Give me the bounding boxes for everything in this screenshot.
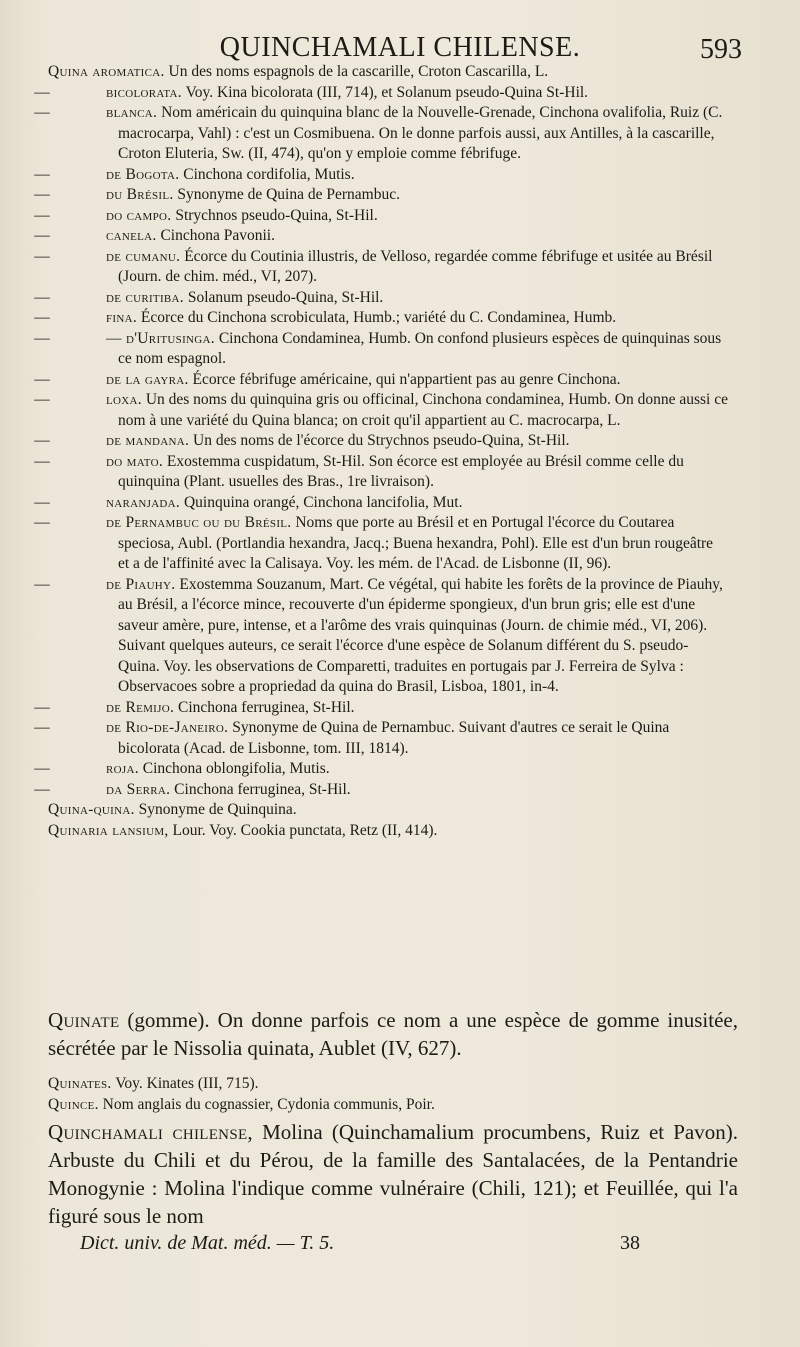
- entry-quinate: Quinate (gomme). On donne parfois ce nom a une espèce de gomme inusitée, sécrétée par le Nissolia quinata, Aublet (IV, 627).: [48, 1008, 738, 1060]
- page-footer: [80, 1232, 640, 1255]
- entry: — de Pernambuc ou du Brésil. Noms que porte au Brésil et en Portugal l'écorce du Coutarea speciosa, Aubl. (Portlandia hexandra, Jacq.; Buena hexandra, Pohl). Elle est d'un brun rougeâtre et a de l'affinité avec la Calisaya. Voy. les mém. de l'Acad. de Lisbonne (II, 96).: [34, 514, 714, 572]
- entry: Quinaria lansium, Lour. Voy. Cookia punctata, Retz (II, 414).: [48, 821, 438, 839]
- entries-mid: [48, 1074, 738, 1115]
- entry: — loxa. Un des noms du quinquina gris ou officinal, Cinchona condaminea, Humb. On donne aussi ce nom à une variété du Quina blanca; on croit qu'il appartient au C. macrocarpa, L.: [34, 391, 728, 429]
- entry: Quina aromatica. Un des noms espagnols de la cascarille, Croton Cascarilla, L.: [48, 63, 549, 80]
- signature-line: Dict. univ. de Mat. méd. — T. 5.: [80, 1232, 335, 1254]
- entry: — de Remijo. Cinchona ferruginea, St-Hil.: [34, 698, 355, 716]
- entry: — du Brésil. Synonyme de Quina de Pernambuc.: [34, 186, 400, 203]
- small-entries: [34, 62, 728, 841]
- entry: — de Rio-de-Janeiro. Synonyme de Quina de Pernambuc. Suivant d'autres ce serait le Quina bicolorata (Acad. de Lisbonne, tom. III, 1814).: [34, 719, 670, 757]
- entry-quince: Quince. Nom anglais du cognassier, Cydonia communis, Poir.: [48, 1095, 435, 1113]
- entry: — bicolorata. Voy. Kina bicolorata (III, 714), et Solanum pseudo-Quina St-Hil.: [34, 83, 589, 101]
- entry: — da Serra. Cinchona ferruginea, St-Hil.: [34, 780, 351, 798]
- entry: — de Bogota. Cinchona cordifolia, Mutis.: [34, 165, 355, 183]
- entry: — canela. Cinchona Pavonii.: [34, 227, 275, 244]
- page-number: 593: [700, 34, 742, 65]
- entry: — do mato. Exostemma cuspidatum, St-Hil. Son écorce est employée au Brésil comme celle du quinquina (Plant. usuelles des Bras., 1re livraison).: [34, 452, 684, 490]
- entry: — — d'Uritusinga. Cinchona Condaminea, Humb. On confond plusieurs espèces de quinquinas sous ce nom espagnol.: [34, 329, 722, 367]
- entry: — de curitiba. Solanum pseudo-Quina, St-Hil.: [34, 288, 384, 306]
- signature-number: 38: [620, 1232, 640, 1254]
- running-title: QUINCHAMALI CHILENSE.: [219, 32, 581, 63]
- entry: — de mandana. Un des noms de l'écorce du Strychnos pseudo-Quina, St-Hil.: [34, 432, 570, 449]
- entry: Quina-quina. Synonyme de Quinquina.: [48, 801, 297, 818]
- entry-quinates: Quinates. Voy. Kinates (III, 715).: [48, 1075, 259, 1092]
- entry: — roja. Cinchona oblongifolia, Mutis.: [34, 760, 330, 777]
- entry: — do campo. Strychnos pseudo-Quina, St-Hil.: [34, 206, 378, 224]
- entry: — de cumanu. Écorce du Coutinia illustris, de Velloso, regardée comme fébrifuge et usitée au Brésil (Journ. de chim. méd., VI, 207).: [34, 247, 713, 285]
- entry: — blanca. Nom américain du quinquina blanc de la Nouvelle-Grenade, Cinchona ovalifolia, Ruiz (C. macrocarpa, Vahl) : c'est un Cosmibuena. On le donne parfois aussi, aux Antilles, à la cascarille, Croton Eluteria, Sw. (II, 474), qu'on y emploie comme fébrifuge.: [34, 104, 723, 162]
- entry: — de la gayra. Écorce fébrifuge américaine, qui n'appartient pas au genre Cinchona.: [34, 370, 621, 388]
- entry: — naranjada. Quinquina orangé, Cinchona lancifolia, Mut.: [34, 493, 463, 511]
- entry: — fina. Écorce du Cinchona scrobiculata, Humb.; variété du C. Condaminea, Humb.: [34, 309, 617, 326]
- entry-quinchamali: Quinchamali chilense, Molina (Quinchamalium procumbens, Ruiz et Pavon). Arbuste du Chili et du Pérou, de la famille des Santalacées, de la Pentandrie Monogynie : Molina l'indique comme vulnéraire (Chili, 121); et Feuillée, qui l'a figuré sous le nom: [48, 1120, 738, 1228]
- entry: — de Piauhy. Exostemma Souzanum, Mart. Ce végétal, qui habite les forêts de la province de Piauhy, au Brésil, a l'écorce mince, recouverte d'un épiderme spongieux, d'un brun gris; elle est d'une saveur amère, pure, intense, et a l'arôme des vrais quinquinas (Journ. de chimie méd., VI, 206). Suivant quelques auteurs, ce serait l'écorce d'une espèce de Solanum différent du S. pseudo-Quina. Voy. les observations de Comparetti, traduites en portugais par J. Ferreira de Sylva : Observacoes sobre a propriedad da quina do Brasil, Lisboa, 1801, in-4.: [34, 575, 723, 695]
